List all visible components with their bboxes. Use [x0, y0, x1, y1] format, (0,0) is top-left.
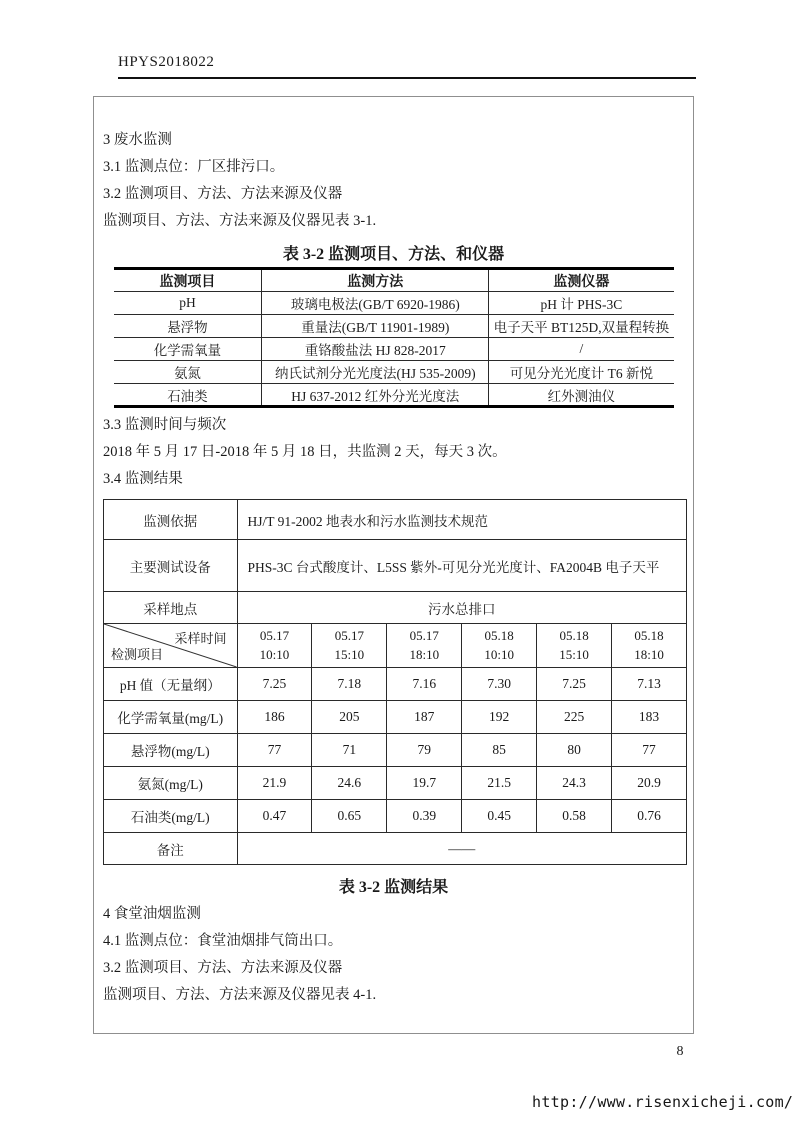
parameter-label-cell: 化学需氧量(mg/L) [104, 701, 238, 734]
result-value-cell: 7.16 [387, 668, 462, 701]
methods-row [114, 292, 674, 315]
result-value-cell: 225 [537, 701, 612, 734]
result-value-cell: 24.6 [312, 767, 387, 800]
result-value-cell: 71 [312, 734, 387, 767]
methods-cell: 重量法(GB/T 11901-1989) [262, 315, 489, 338]
methods-cell: 可见分光光度计 T6 新悦 [489, 361, 674, 384]
sample-date: 05.17 [259, 627, 290, 643]
remark-label-cell: 备注 [104, 833, 238, 865]
methods-cell: 重铬酸盐法 HJ 828-2017 [262, 338, 489, 361]
results-info-value-cell: PHS-3C 台式酸度计、L5SS 紫外-可见分光光度计、FA2004B 电子天平 [237, 540, 687, 592]
methods-header-cell: 监测项目 [114, 269, 262, 292]
methods-cell: / [489, 338, 674, 361]
results-info-row [104, 540, 687, 592]
result-value-cell: 0.65 [312, 800, 387, 833]
section-3-2-ref-line: 监测项目、方法、方法来源及仪器见表 3-1. [103, 213, 377, 229]
parameter-label-cell: 悬浮物(mg/L) [104, 734, 238, 767]
methods-row [114, 384, 674, 407]
results-info-value-cell: HJ/T 91-2002 地表水和污水监测技术规范 [237, 500, 687, 540]
section-4-2-line: 3.2 监测项目、方法、方法来源及仪器 [103, 960, 343, 976]
methods-cell: HJ 637-2012 红外分光光度法 [262, 384, 489, 407]
result-value-cell: 0.76 [612, 800, 687, 833]
section-3-2-line: 3.2 监测项目、方法、方法来源及仪器 [103, 186, 343, 202]
result-value-cell: 187 [387, 701, 462, 734]
result-value-cell: 77 [237, 734, 312, 767]
sample-time-cell [237, 624, 312, 668]
methods-cell: 红外测油仪 [489, 384, 674, 407]
methods-header-row [114, 269, 674, 292]
sample-time-cell [462, 624, 537, 668]
methods-cell: 纳氏试剂分光光度法(HJ 535-2009) [262, 361, 489, 384]
sample-time: 18:10 [409, 646, 440, 662]
sample-time: 15:10 [559, 646, 589, 662]
result-value-cell: 79 [387, 734, 462, 767]
methods-cell: 化学需氧量 [114, 338, 262, 361]
result-value-cell: 183 [612, 701, 687, 734]
results-data-row [104, 767, 687, 800]
sample-date: 05.18 [484, 627, 514, 643]
sample-date: 05.17 [409, 627, 439, 643]
sample-date: 05.18 [559, 627, 589, 643]
result-value-cell: 21.5 [462, 767, 537, 800]
results-header-row [104, 624, 687, 668]
result-value-cell: 7.30 [462, 668, 537, 701]
sample-time: 18:10 [634, 646, 664, 662]
remark-row [104, 833, 687, 865]
watermark-url: http://www.risenxicheji.com/ [532, 1093, 794, 1111]
sample-time-cell [612, 624, 687, 668]
result-value-cell: 0.45 [462, 800, 537, 833]
result-value-cell: 20.9 [612, 767, 687, 800]
result-value-cell: 24.3 [537, 767, 612, 800]
result-value-cell: 0.47 [237, 800, 312, 833]
results-info-label-cell: 监测依据 [104, 500, 238, 540]
header-rule [118, 77, 696, 79]
results-data-row [104, 668, 687, 701]
parameter-label-cell: pH 值（无量纲） [104, 668, 238, 701]
sample-date: 05.18 [634, 627, 664, 643]
methods-cell: 悬浮物 [114, 315, 262, 338]
section-4-heading: 4 食堂油烟监测 [103, 906, 201, 922]
methods-row [114, 315, 674, 338]
results-info-row [104, 500, 687, 540]
results-info-label-cell: 主要测试设备 [104, 540, 238, 592]
result-value-cell: 192 [462, 701, 537, 734]
results-info-value-cell: 污水总排口 [237, 592, 687, 624]
result-value-cell: 0.39 [387, 800, 462, 833]
sample-time-cell [312, 624, 387, 668]
result-value-cell: 7.25 [537, 668, 612, 701]
section-3-1-line: 3.1 监测点位：厂区排污口。 [103, 159, 285, 175]
result-value-cell: 186 [237, 701, 312, 734]
results-table [103, 499, 687, 865]
report-code: HPYS2018022 [118, 54, 215, 70]
methods-cell: 氨氮 [114, 361, 262, 384]
corner-bottom-label: 检测项目 [111, 647, 164, 662]
result-value-cell: 0.58 [537, 800, 612, 833]
methods-cell: pH 计 PHS-3C [489, 292, 674, 315]
methods-cell: pH [114, 292, 262, 315]
section-4-2-ref-line: 监测项目、方法、方法来源及仪器见表 4-1. [103, 987, 377, 1003]
parameter-label-cell: 石油类(mg/L) [104, 800, 238, 833]
result-value-cell: 7.13 [612, 668, 687, 701]
methods-row [114, 338, 674, 361]
methods-header-cell: 监测方法 [262, 269, 489, 292]
result-value-cell: 21.9 [237, 767, 312, 800]
results-info-row [104, 592, 687, 624]
sample-time: 10:10 [484, 646, 514, 662]
methods-table [114, 267, 674, 408]
section-3-heading: 3 废水监测 [103, 132, 172, 148]
methods-header-cell: 监测仪器 [489, 269, 674, 292]
methods-cell: 电子天平 BT125D,双量程转换 [489, 315, 674, 338]
results-table-title: 表 3-2 监测结果 [338, 879, 449, 896]
result-value-cell: 19.7 [387, 767, 462, 800]
result-value-cell: 205 [312, 701, 387, 734]
results-data-row [104, 800, 687, 833]
results-data-row [104, 701, 687, 734]
result-value-cell: 77 [612, 734, 687, 767]
section-3-4-heading: 3.4 监测结果 [103, 471, 183, 487]
corner-top-label: 采样时间 [174, 631, 227, 646]
methods-cell: 玻璃电极法(GB/T 6920-1986) [262, 292, 489, 315]
result-value-cell: 7.18 [312, 668, 387, 701]
results-info-label-cell: 采样地点 [104, 592, 238, 624]
result-value-cell: 80 [537, 734, 612, 767]
sample-time: 10:10 [259, 646, 290, 662]
parameter-label-cell: 氨氮(mg/L) [104, 767, 238, 800]
result-value-cell: 7.25 [237, 668, 312, 701]
remark-value-cell: —— [237, 833, 687, 865]
sample-date: 05.17 [334, 627, 364, 643]
methods-row [114, 361, 674, 384]
results-table-body [104, 500, 687, 865]
section-3-3-heading: 3.3 监测时间与频次 [103, 417, 227, 433]
content-box [93, 96, 694, 1034]
sample-time-cell [537, 624, 612, 668]
sample-corner-cell [104, 624, 238, 668]
result-value-cell: 85 [462, 734, 537, 767]
monitoring-schedule-line: 2018 年 5 月 17 日-2018 年 5 月 18 日，共监测 2 天，每天 3 次。 [103, 444, 507, 460]
sample-time-cell [387, 624, 462, 668]
page-number: 8 [676, 1044, 684, 1059]
methods-cell: 石油类 [167, 388, 208, 404]
methods-table-body [114, 292, 674, 407]
methods-table-title: 表 3-2 监测项目、方法、和仪器 [282, 246, 505, 263]
sample-time: 15:10 [334, 646, 365, 662]
section-4-1-line: 4.1 监测点位：食堂油烟排气筒出口。 [103, 933, 343, 949]
results-data-row [104, 734, 687, 767]
